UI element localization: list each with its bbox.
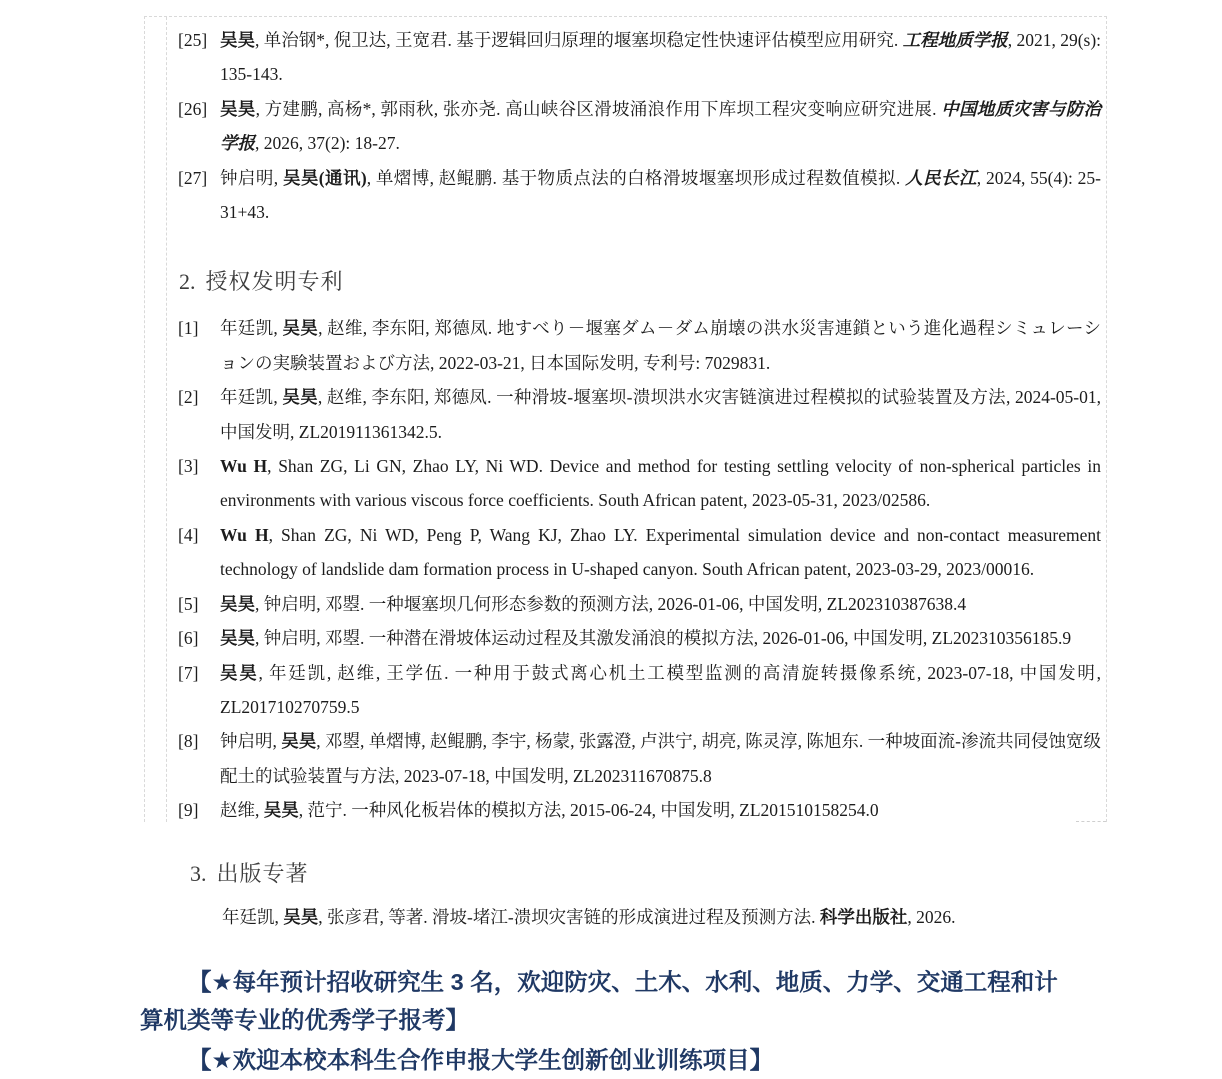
patent-text: Wu H, Shan ZG, Li GN, Zhao LY, Ni WD. Device and method for testing settling velocity of non-spherical particles in environments with various viscous force coefficients. South African patent, 2023-05-31, 2023/02586.	[220, 456, 1101, 511]
patent-item	[178, 449, 1101, 518]
recruiting-line-graduate: 【★每年预计招收研究生 3 名，欢迎防灾、土木、水利、地质、力学、交通工程和计算机类等专业的优秀学子报考】	[140, 969, 1058, 1033]
patent-item	[178, 311, 1101, 380]
patent-number-index: [5]	[178, 593, 199, 614]
patent-number-index: [2]	[178, 387, 199, 408]
patent-text: 吴昊, 钟启明, 邓曌. 一种堰塞坝几何形态参数的预测方法, 2026-01-06, 中国发明, ZL202310387638.4	[220, 593, 967, 614]
page-table-region	[144, 16, 1107, 822]
recruiting-notice	[140, 963, 1065, 1079]
patent-item	[178, 724, 1101, 793]
reference-number: [26]	[178, 98, 208, 119]
section-number: 3.	[190, 861, 207, 886]
patent-item	[178, 518, 1101, 587]
reference-item	[178, 92, 1101, 161]
patent-item	[178, 587, 1101, 621]
patent-item	[178, 793, 1101, 822]
section-number: 2.	[179, 269, 196, 295]
patent-text: 赵维, 吴昊, 范宁. 一种风化板岩体的模拟方法, 2015-06-24, 中国发明, ZL201510158254.0	[220, 800, 879, 821]
section-books	[144, 858, 1107, 932]
reference-item	[178, 161, 1101, 230]
patent-number-index: [7]	[178, 662, 199, 683]
section-heading-books	[190, 858, 1107, 890]
reference-number: [25]	[178, 30, 208, 50]
patent-number-index: [6]	[178, 628, 199, 649]
section-title: 授权发明专利	[205, 269, 344, 295]
patent-text: 吴昊, 钟启明, 邓曌. 一种潜在滑坡体运动过程及其激发涌浪的模拟方法, 2026-01-06, 中国发明, ZL202310356185.9	[220, 628, 1072, 649]
reference-text: 吴昊, 方建鹏, 高杨*, 郭雨秋, 张亦尧. 高山峡谷区滑坡涌浪作用下库坝工程灾变响应研究进展. 中国地质灾害与防治学报, 2026, 37(2): 18-27.	[220, 98, 1102, 154]
patent-text: 钟启明, 吴昊, 邓曌, 单熠博, 赵鲲鹏, 李宇, 杨蒙, 张露澄, 卢洪宁, 胡亮, 陈灵淳, 陈旭东. 一种坡面流-渗流共同侵蚀宽级配土的试验装置与方法, 2023-07-18, 中国发明, ZL202311670875.8	[220, 731, 1102, 786]
patent-text: Wu H, Shan ZG, Ni WD, Peng P, Wang KJ, Zhao LY. Experimental simulation device and non-contact measurement technology of landslide dam formation process in U-shaped canyon. South African patent, 2023-03-29, 2023/00016.	[220, 524, 1101, 580]
patent-item	[178, 621, 1101, 655]
patent-text: 年廷凯, 吴昊, 赵维, 李东阳, 郑德凤. 一种滑坡-堰塞坝-溃坝洪水灾害链演进过程模拟的试验装置及方法, 2024-05-01, 中国发明, ZL201911361342.5.	[220, 387, 1102, 442]
journal-publication-list	[178, 23, 1101, 229]
patent-text: 吴昊, 年廷凯, 赵维, 王学伍. 一种用于鼓式离心机土工模型监测的高清旋转摄像系统, 2023-07-18, 中国发明, ZL201710270759.5	[220, 662, 1102, 717]
reference-item	[178, 23, 1101, 92]
patent-item	[178, 656, 1101, 725]
patent-number-index: [8]	[178, 731, 199, 752]
patent-number-index: [3]	[178, 456, 199, 477]
reference-text: 吴昊, 单治钢*, 倪卫达, 王宽君. 基于逻辑回归原理的堰塞坝稳定性快速评估模型应用研究. 工程地质学报, 2021, 29(s): 135-143.	[220, 30, 1102, 85]
patent-number-index: [1]	[178, 318, 199, 339]
section-title: 出版专著	[216, 861, 309, 886]
patent-list	[178, 311, 1101, 822]
patent-text: 年廷凯, 吴昊, 赵维, 李东阳, 郑德凤. 地すべり－堰塞ダム－ダム崩壊の洪水災害連鎖という進化過程シミュレーションの実験装置および方法, 2022-03-21, 日本国际发明, 专利号: 7029831.	[220, 318, 1102, 373]
reference-text: 钟启明, 吴昊(通讯), 单熠博, 赵鲲鹏. 基于物质点法的白格滑坡堰塞坝形成过程数值模拟. 人民长江, 2024, 55(4): 25-31+43.	[220, 167, 1102, 223]
patent-number-index: [4]	[178, 524, 199, 545]
section-heading-patents	[179, 266, 1106, 298]
recruiting-line-undergraduate: 【★欢迎本校本科生合作申报大学生创新创业训练项目】	[188, 1047, 774, 1073]
reference-number: [27]	[178, 167, 208, 188]
patent-number-index: [9]	[178, 800, 199, 821]
book-entry: 年廷凯, 吴昊, 张彦君, 等著. 滑坡-堵江-溃坝灾害链的形成演进过程及预测方法. 科学出版社, 2026.	[222, 907, 956, 927]
patent-item	[178, 380, 1101, 449]
